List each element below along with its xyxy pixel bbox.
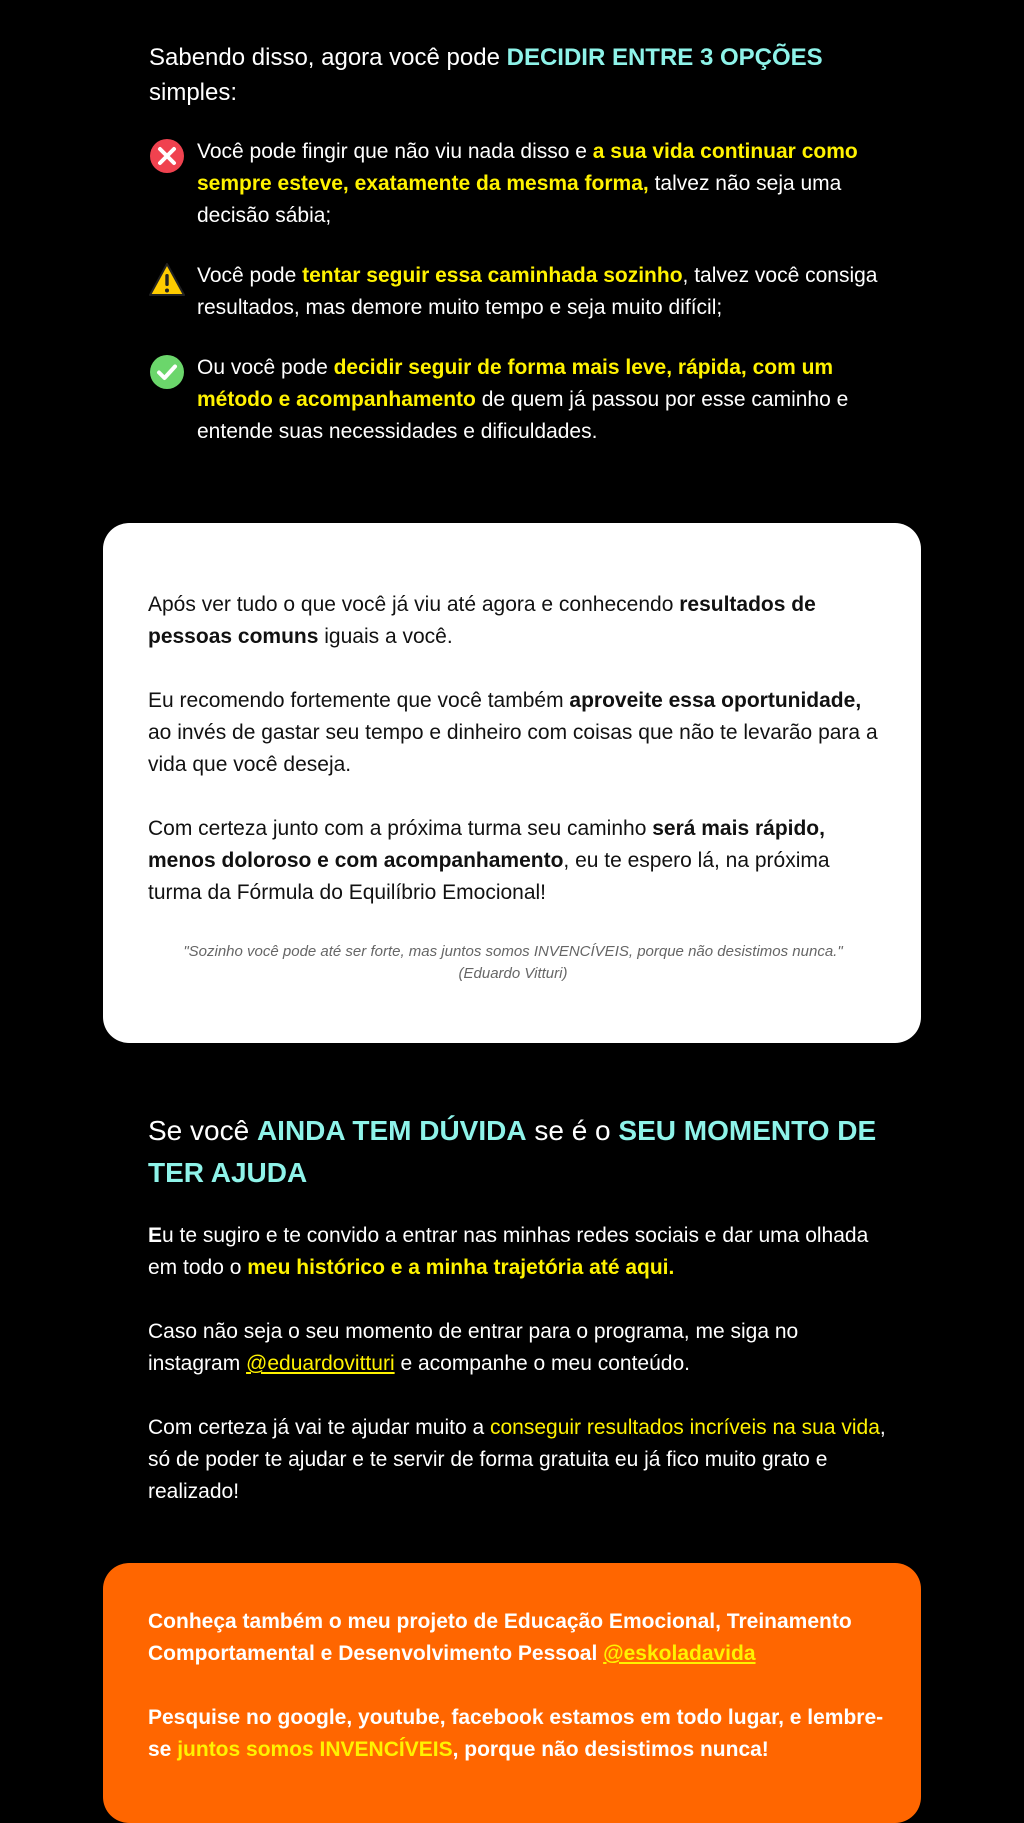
doubt-paragraph-1: Eu te sugiro e te convido a entrar nas minhas redes sociais e dar uma olhada em todo o meu histórico e a minha trajetória até aqui. xyxy=(148,1224,869,1279)
check-circle-icon xyxy=(149,354,185,390)
recommendation-card xyxy=(103,523,921,1043)
recommendation-paragraph-2: Eu recomendo fortemente que você também aproveite essa oportunidade, ao invés de gastar seu tempo e dinheiro com coisas que não te levarão para a vida que você deseja. xyxy=(148,689,878,776)
option-item-alone: Você pode tentar seguir essa caminhada sozinho, talvez você consiga resultados, mas demore muito tempo e seja muito difícil; xyxy=(149,260,889,324)
recommendation-paragraph-3: Com certeza junto com a próxima turma seu caminho será mais rápido, menos doloroso e com acompanhamento, eu te espero lá, na próxima turma da Fórmula do Equilíbrio Emocional! xyxy=(148,817,830,904)
doubt-paragraph-3: Com certeza já vai te ajudar muito a conseguir resultados incríveis na sua vida, só de poder te ajudar e te servir de forma gratuita eu já fico muito grato e realizado! xyxy=(148,1416,886,1503)
project-paragraph-2: Pesquise no google, youtube, facebook estamos em todo lugar, e lembre-se juntos somos INVENCÍVEIS, porque não desistimos nunca! xyxy=(148,1706,884,1761)
project-card xyxy=(103,1563,921,1823)
options-section xyxy=(149,40,889,448)
option-item-ignore: Você pode fingir que não viu nada disso e a sua vida continuar como sempre esteve, exatamente da mesma forma, talvez não seja uma decisão sábia; xyxy=(149,136,889,232)
warning-icon xyxy=(149,262,185,298)
project-text xyxy=(148,1606,888,1798)
eskoladavida-link[interactable]: @eskoladavida xyxy=(603,1642,756,1665)
options-heading: Sabendo disso, agora você pode DECIDIR ENTRE 3 OPÇÕES simples: xyxy=(149,44,823,106)
doubt-paragraph-2: Caso não seja o seu momento de entrar para o programa, me siga no instagram @eduardovitturi e acompanhe o meu conteúdo. xyxy=(148,1320,799,1375)
x-circle-icon xyxy=(149,138,185,174)
doubt-body xyxy=(148,1220,888,1508)
recommendation-paragraph-1: Após ver tudo o que você já viu até agora e conhecendo resultados de pessoas comuns iguais a você. xyxy=(148,593,816,648)
instagram-link[interactable]: @eduardovitturi xyxy=(246,1352,395,1375)
doubt-section xyxy=(148,1110,888,1540)
doubt-heading: Se você AINDA TEM DÚVIDA se é o SEU MOMENTO DE TER AJUDA xyxy=(148,1115,877,1188)
option-item-method: Ou você pode decidir seguir de forma mais leve, rápida, com um método e acompanhamento de quem já passou por esse caminho e entende suas necessidades e dificuldades. xyxy=(149,352,889,448)
project-paragraph-1: Conheça também o meu projeto de Educação Emocional, Treinamento Comportamental e Desenvolvimento Pessoal @eskoladavida xyxy=(148,1610,852,1665)
options-list xyxy=(149,136,889,448)
quote-author: (Eduardo Vitturi) xyxy=(458,965,568,982)
recommendation-text xyxy=(148,589,878,941)
quote-text: "Sozinho você pode até ser forte, mas juntos somos INVENCÍVEIS, porque não desistimos nunca." xyxy=(183,943,843,960)
options-heading-highlight: DECIDIR ENTRE 3 OPÇÕES xyxy=(506,44,823,71)
quote xyxy=(148,941,878,985)
